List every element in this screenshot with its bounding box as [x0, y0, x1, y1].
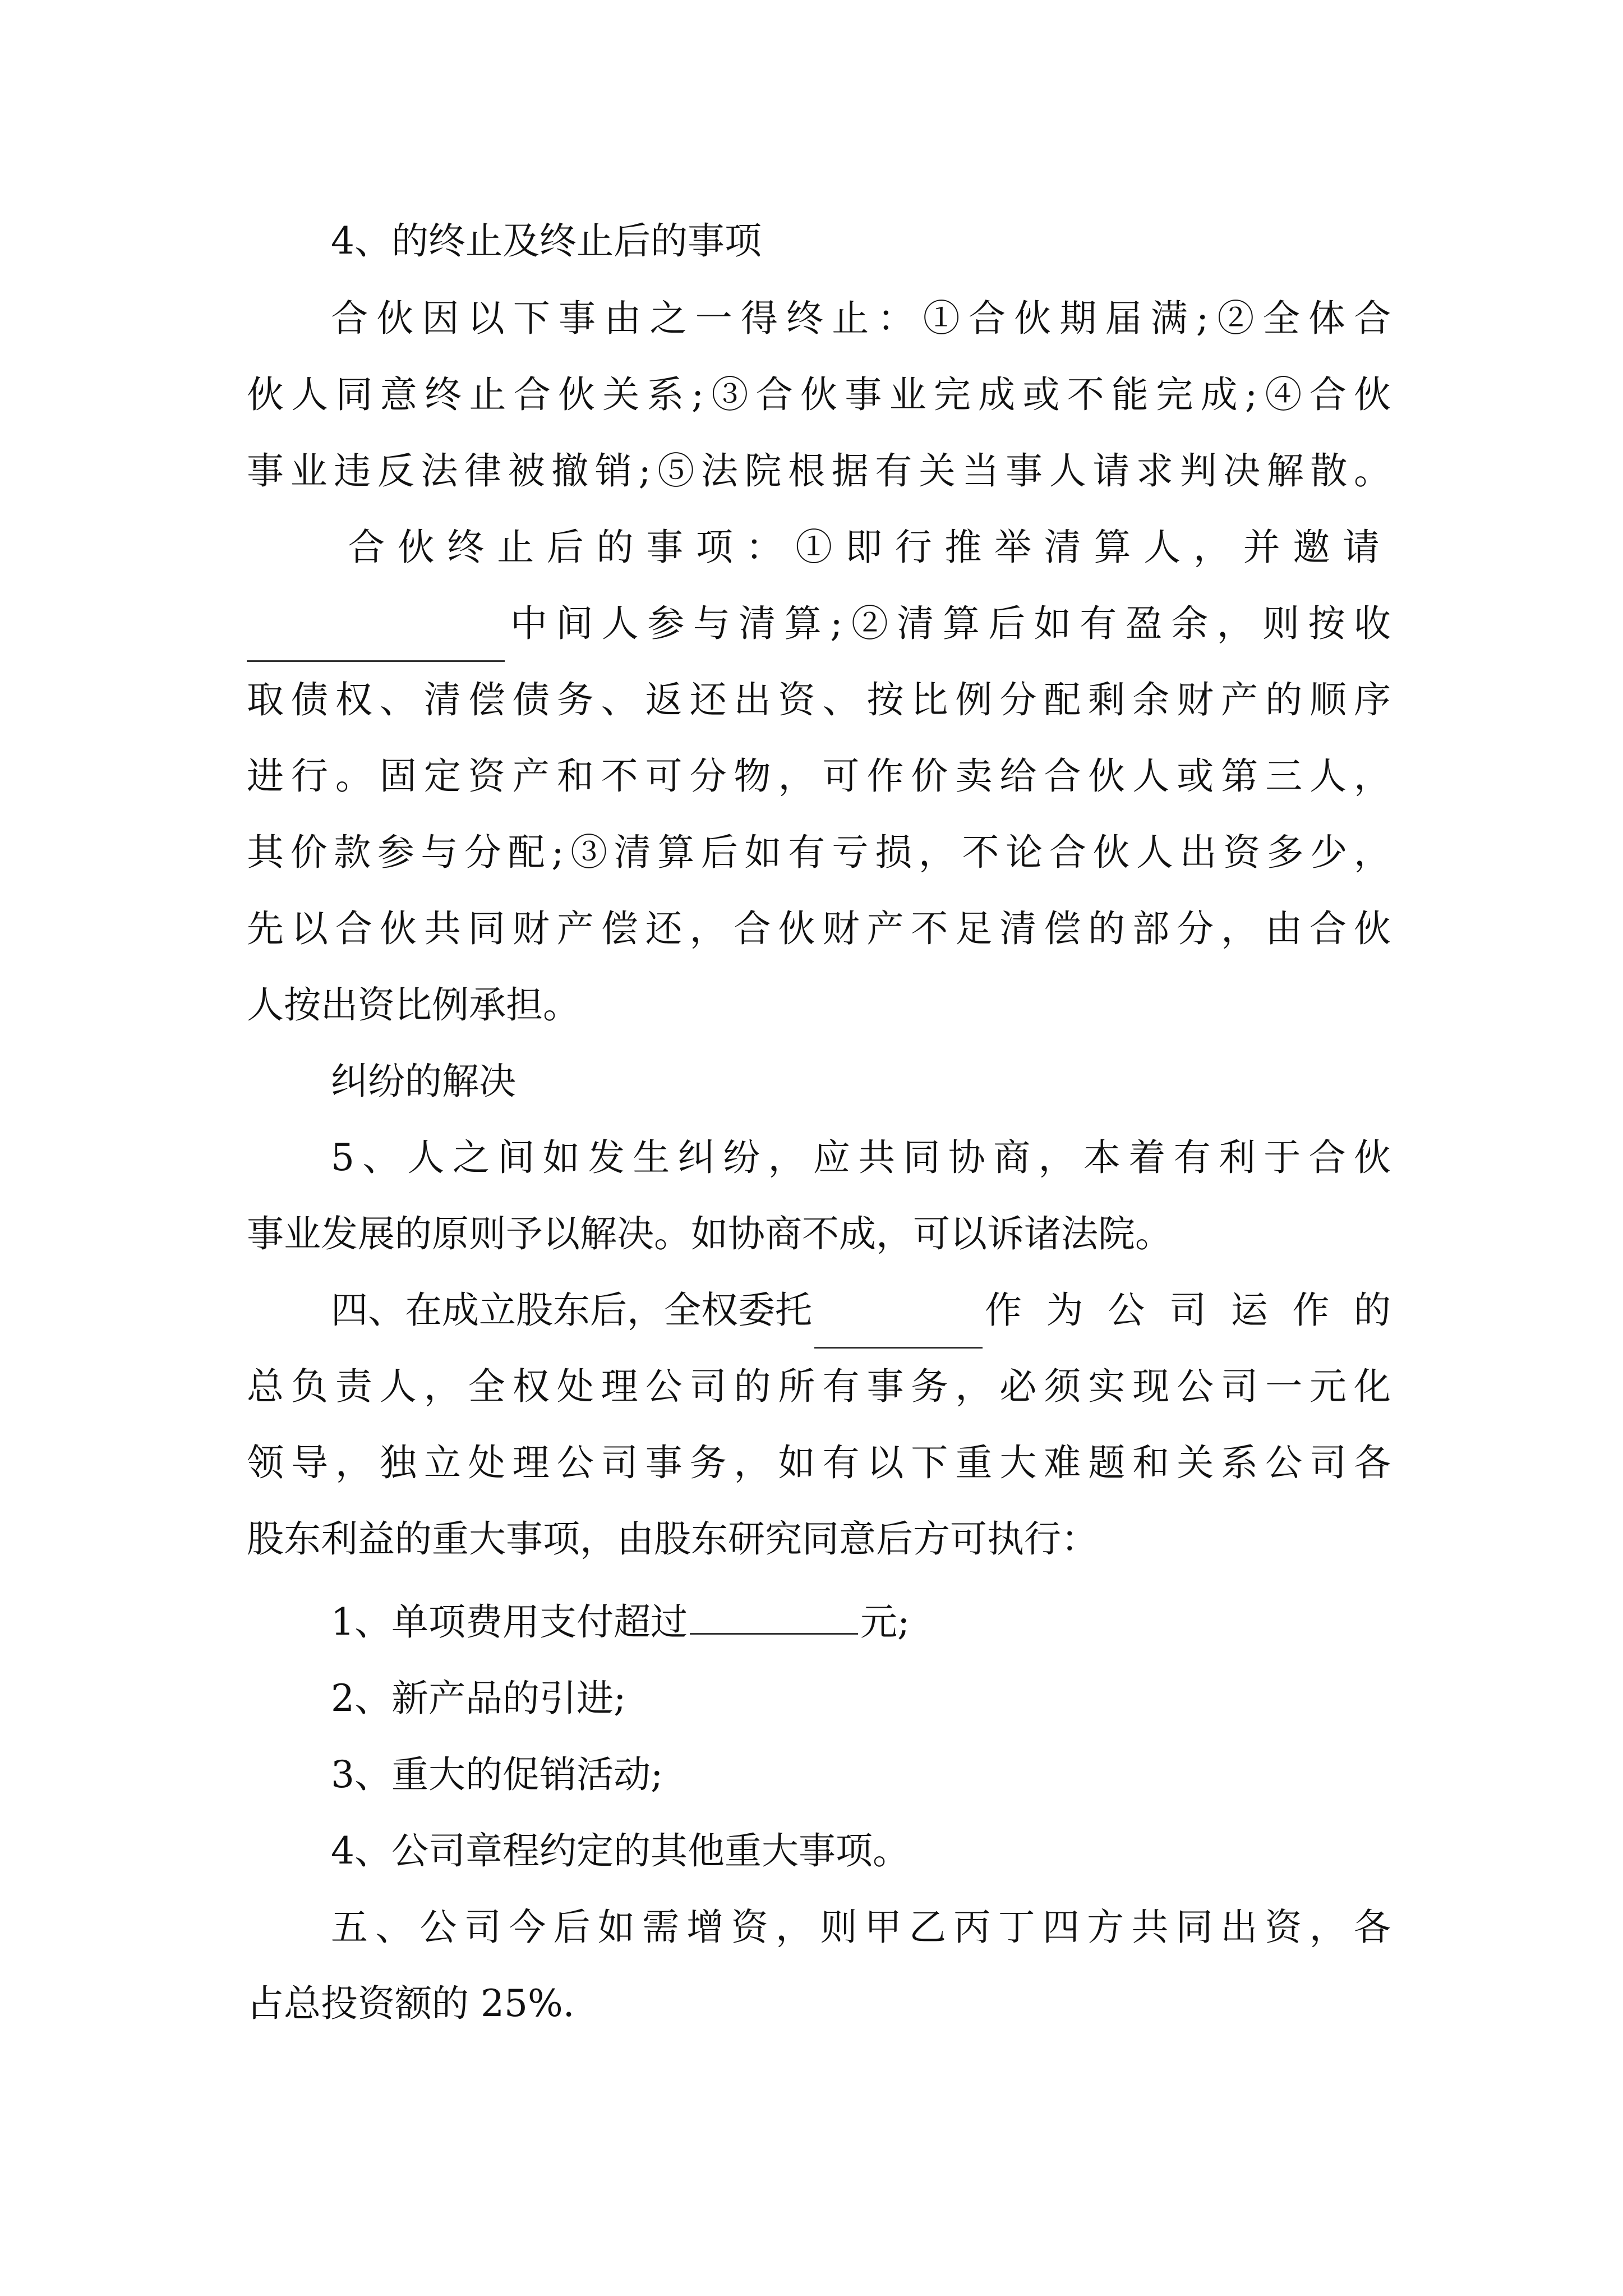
list-item: 4、公司章程约定的其他重大事项。 — [331, 1829, 910, 1872]
paragraph-line: 人按出资比例承担。 — [247, 983, 580, 1027]
fill-in-blank[interactable] — [814, 1312, 983, 1349]
paragraph-line: 事业违反法律被撤销;⑤法院根据有关当事人请求判决解散。 — [247, 449, 1391, 493]
fill-in-blank[interactable] — [690, 1598, 858, 1635]
paragraph-line: 合伙因以下事由之一得终止：①合伙期届满;②全体合 — [331, 297, 1391, 340]
list-item: 3、重大的促销活动; — [331, 1753, 663, 1796]
list-item: 2、新产品的引进; — [331, 1677, 626, 1720]
list-item-text: 1、单项费用支付超过 — [331, 1600, 688, 1644]
paragraph-line-text: 作为公司运作的 — [985, 1289, 1391, 1332]
paragraph-line: 合伙终止后的事项：①即行推举清算人，并邀请 — [348, 526, 1380, 569]
paragraph-line: 其价款参与分配;③清算后如有亏损，不论合伙人出资多少， — [247, 831, 1391, 874]
paragraph-line: 占总投资额的 25%. — [247, 1982, 575, 2025]
paragraph-line-with-blank — [247, 586, 1391, 662]
section-heading-termination: 4、的终止及终止后的事项 — [331, 219, 762, 263]
paragraph-line: 取债权、清偿债务、返还出资、按比例分配剩余财产的顺序 — [247, 678, 1391, 721]
fill-in-blank[interactable] — [247, 625, 505, 662]
paragraph-line: 五、公司今后如需增资，则甲乙丙丁四方共同出资，各 — [331, 1906, 1391, 1949]
paragraph-line-text: 四、在成立股东后，全权委托 — [331, 1289, 812, 1332]
paragraph-line: 5、人之间如发生纠纷，应共同协商，本着有利于合伙 — [331, 1136, 1391, 1179]
section-heading-dispute: 纠纷的解决 — [331, 1060, 516, 1103]
paragraph-line: 总负责人，全权处理公司的所有事务，必须实现公司一元化 — [247, 1365, 1391, 1408]
paragraph-line-with-blank — [331, 1272, 1391, 1349]
paragraph-line: 先以合伙共同财产偿还，合伙财产不足清偿的部分，由合伙 — [247, 907, 1391, 950]
list-item — [331, 1584, 1391, 1660]
paragraph-line: 进行。固定资产和不可分物，可作价卖给合伙人或第三人， — [247, 754, 1391, 798]
paragraph-line: 领导，独立处理公司事务，如有以下重大难题和关系公司各 — [247, 1441, 1391, 1484]
paragraph-line: 伙人同意终止合伙关系;③合伙事业完成或不能完成;④合伙 — [247, 373, 1391, 416]
paragraph-line: 股东利益的重大事项，由股东研究同意后方可执行： — [247, 1517, 1098, 1561]
list-item-text: 元; — [860, 1600, 910, 1644]
paragraph-line: 事业发展的原则予以解决。如协商不成，可以诉诸法院。 — [247, 1212, 1172, 1255]
paragraph-line-text: 中间人参与清算;②清算后如有盈余，则按收 — [510, 602, 1391, 645]
